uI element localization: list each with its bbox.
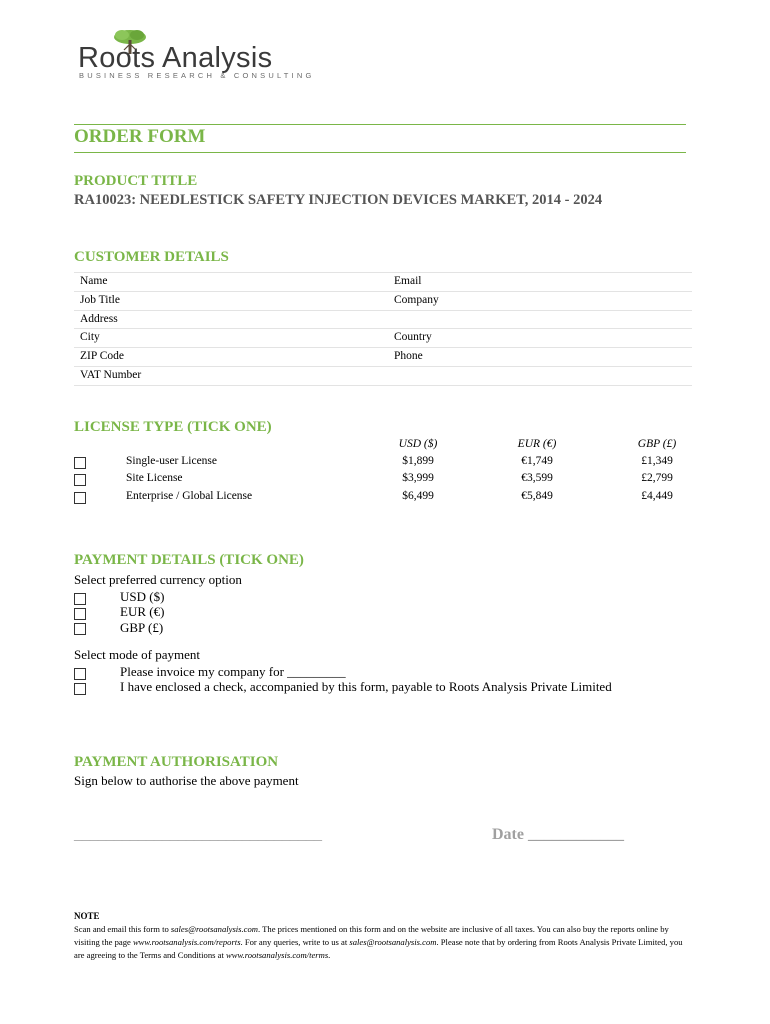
sales-email-link[interactable]: sales@rootsanalysis.com (170, 924, 258, 934)
customer-row (74, 366, 692, 386)
customer-details-table (74, 272, 692, 386)
usd-option-label: USD ($) (120, 589, 165, 604)
eur-checkbox[interactable] (74, 608, 86, 620)
email-field[interactable]: Email (394, 275, 422, 287)
usd-price: $6,499 (402, 490, 434, 502)
enterprise-license-checkbox[interactable] (74, 492, 86, 504)
payment-authorisation-heading: PAYMENT AUTHORISATION (74, 754, 279, 770)
signature-line[interactable]: _______________________________ (74, 826, 322, 843)
eur-option-label: EUR (€) (120, 604, 165, 619)
gbp-checkbox[interactable] (74, 623, 86, 635)
note-text: . Please note that by ordering from Roots Analysis Private Limited, you are agreeing to the Terms and Conditions at (74, 937, 683, 960)
company-field[interactable]: Company (394, 293, 439, 306)
job-title-field[interactable]: Job Title (80, 293, 120, 306)
license-name: Single-user License (126, 455, 218, 467)
customer-details-heading: CUSTOMER DETAILS (74, 249, 229, 265)
city-field[interactable]: City (80, 331, 100, 344)
gbp-price: £2,799 (641, 472, 673, 484)
country-field[interactable]: Country (394, 331, 432, 344)
customer-row (74, 310, 692, 329)
gbp-price: £1,349 (641, 455, 673, 467)
invoice-checkbox[interactable] (74, 668, 86, 680)
usd-checkbox[interactable] (74, 593, 86, 605)
reports-url-link[interactable]: www.rootsanalysis.com/reports (132, 937, 241, 947)
check-checkbox[interactable] (74, 683, 86, 695)
customer-row (74, 328, 692, 347)
license-row (74, 490, 694, 507)
note-heading: NOTE (74, 911, 100, 921)
gbp-price: £4,449 (641, 490, 673, 502)
license-name: Enterprise / Global License (126, 490, 253, 502)
usd-price: $1,899 (402, 455, 434, 467)
eur-price: €5,849 (521, 490, 553, 502)
customer-row (74, 272, 692, 291)
payment-mode-prompt: Select mode of payment (74, 647, 200, 662)
license-type-heading: LICENSE TYPE (TICK ONE) (74, 419, 272, 435)
phone-field[interactable]: Phone (394, 350, 423, 363)
license-row (74, 455, 694, 472)
check-option-label: I have enclosed a check, accompanied by this form, payable to Roots Analysis Private Limited (120, 679, 612, 694)
note-block (74, 910, 694, 962)
gbp-column-header: GBP (£) (637, 438, 677, 450)
date-field[interactable]: Date ____________ (492, 826, 624, 843)
gbp-option-label: GBP (£) (120, 620, 164, 635)
authorisation-instruction: Sign below to authorise the above payment (74, 773, 299, 788)
note-text: . (328, 950, 331, 960)
page-title: ORDER FORM (74, 126, 206, 147)
currency-prompt: Select preferred currency option (74, 572, 242, 587)
queries-email-link[interactable]: sales@rootsanalysis.com (349, 937, 437, 947)
title-rule (74, 152, 686, 153)
eur-price: €3,599 (521, 472, 553, 484)
vat-number-field[interactable]: VAT Number (80, 368, 142, 381)
top-rule (74, 124, 686, 125)
address-field[interactable]: Address (80, 312, 118, 325)
zip-code-field[interactable]: ZIP Code (80, 350, 124, 363)
payment-details-heading: PAYMENT DETAILS (TICK ONE) (74, 552, 304, 568)
note-text: . The prices mentioned on this form and on the website are inclusive of all taxes. You can also buy the reports online by visiting the page (74, 924, 669, 947)
logo-name: Roots Analysis (78, 42, 273, 74)
invoice-option-label: Please invoice my company for _________ (120, 664, 346, 679)
site-license-checkbox[interactable] (74, 474, 86, 486)
eur-price: €1,749 (521, 455, 553, 467)
product-title: RA10023: NEEDLESTICK SAFETY INJECTION DEVICES MARKET, 2014 - 2024 (74, 192, 603, 208)
note-text: . For any queries, write to us at (240, 937, 350, 947)
usd-column-header: USD ($) (398, 438, 438, 450)
note-text: Scan and email this form to (74, 924, 171, 934)
name-field[interactable]: Name (80, 275, 108, 287)
terms-url-link[interactable]: www.rootsanalysis.com/terms (225, 950, 329, 960)
customer-row (74, 291, 692, 310)
eur-column-header: EUR (€) (517, 438, 557, 450)
customer-row (74, 347, 692, 366)
logo-tagline: BUSINESS RESEARCH & CONSULTING (79, 71, 315, 80)
product-title-heading: PRODUCT TITLE (74, 173, 198, 189)
license-row (74, 472, 694, 489)
usd-price: $3,999 (402, 472, 434, 484)
company-logo (76, 28, 315, 82)
single-user-license-checkbox[interactable] (74, 457, 86, 469)
license-name: Site License (126, 472, 183, 484)
